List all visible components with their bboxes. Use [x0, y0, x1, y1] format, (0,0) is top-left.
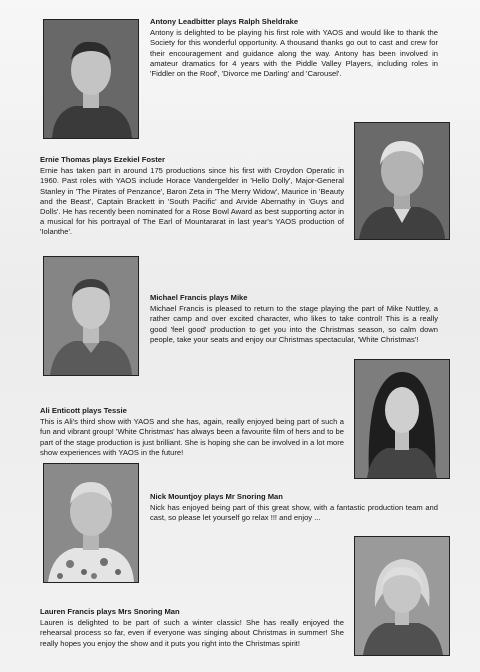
cast-heading: Antony Leadbitter plays Ralph Sheldrake — [150, 17, 299, 26]
cast-heading: Nick Mountjoy plays Mr Snoring Man — [150, 492, 283, 501]
cast-bio: Michael Francis is pleased to return to the stage playing the part of Mike Nuttley, a rather camp and over excited character, who likes to take control! This is a really good 'feel good' production to get you into the Christmas season, so calm down people, take your seats and enjoy our Christmas spectacular, 'White Christmas'! — [150, 304, 438, 344]
cast-bio: Ernie has taken part in around 175 productions since his first with Croydon Operatic in 1960. Past roles with YAOS include Horace Vandergelder in 'Hello Dolly', Major-General Stanley in 'The Pirates of Penzance', Baron Zeta in 'The Merry Widow', Maurice in 'Beauty and the Beast', Captain Brackett in 'South Pacific' and Arvide Abernathy in 'Guys and Dolls'. He has recently been nominated for a Rose Bowl Award as best supporting actor in a musical for his portrayal of The Earl of Mountararat in last year's YAOS production of 'Iolanthe'. — [40, 166, 344, 237]
cast-heading: Ali Enticott plays Tessie — [40, 406, 127, 415]
headshot-ernie-thomas — [354, 122, 450, 240]
headshot-antony-leadbitter-image — [44, 20, 138, 138]
cast-heading: Lauren Francis plays Mrs Snoring Man — [40, 607, 180, 616]
headshot-michael-francis — [43, 256, 139, 376]
headshot-lauren-francis — [354, 536, 450, 656]
headshot-michael-francis-image — [44, 257, 138, 375]
cast-bio: Nick has enjoyed being part of this great show, with a fantastic production team and cast, so please let yourself go relax !!! and enjoy ... — [150, 503, 438, 523]
headshot-lauren-francis-image — [355, 537, 449, 655]
bio-lauren-francis — [40, 607, 344, 649]
cast-heading: Michael Francis plays Mike — [150, 293, 248, 302]
bio-ernie-thomas — [40, 155, 344, 238]
bio-nick-mountjoy — [150, 492, 438, 524]
cast-bio: Antony is delighted to be playing his first role with YAOS and would like to thank the Society for this wonderful opportunity. A thousand thanks go out to cast and crew for their encouragement and guidance along the way. Antony has been involved in amateur dramatics for 4 years with the Piddle Valley Players, including roles in 'Fiddler on the Roof', 'Divorce me Darling' and 'Carousel'. — [150, 28, 438, 79]
headshot-nick-mountjoy-image — [44, 464, 138, 582]
headshot-antony-leadbitter — [43, 19, 139, 139]
headshot-nick-mountjoy — [43, 463, 139, 583]
cast-heading: Ernie Thomas plays Ezekiel Foster — [40, 155, 165, 164]
cast-bio: This is Ali's third show with YAOS and she has, again, really enjoyed being part of such a fun and vibrant group! 'White Christmas' has always been a favourite film of hers and to be part of the stage production is just brilliant. She is hoping she can be involved in a lot more show experiences with YAOS in the future! — [40, 417, 344, 457]
headshot-ali-enticott — [354, 359, 450, 479]
cast-bio: Lauren is delighted to be part of such a winter classic! She has really enjoyed the rehearsal process so far, even if everyone was singing about Christmas in summer! She really hopes you enjoy the show and it puts you right into the Christmas spirit! — [40, 618, 344, 648]
headshot-ernie-thomas-image — [355, 123, 449, 239]
bio-ali-enticott — [40, 406, 344, 458]
bio-michael-francis — [150, 293, 438, 345]
bio-antony-leadbitter — [150, 17, 438, 79]
headshot-ali-enticott-image — [355, 360, 449, 478]
